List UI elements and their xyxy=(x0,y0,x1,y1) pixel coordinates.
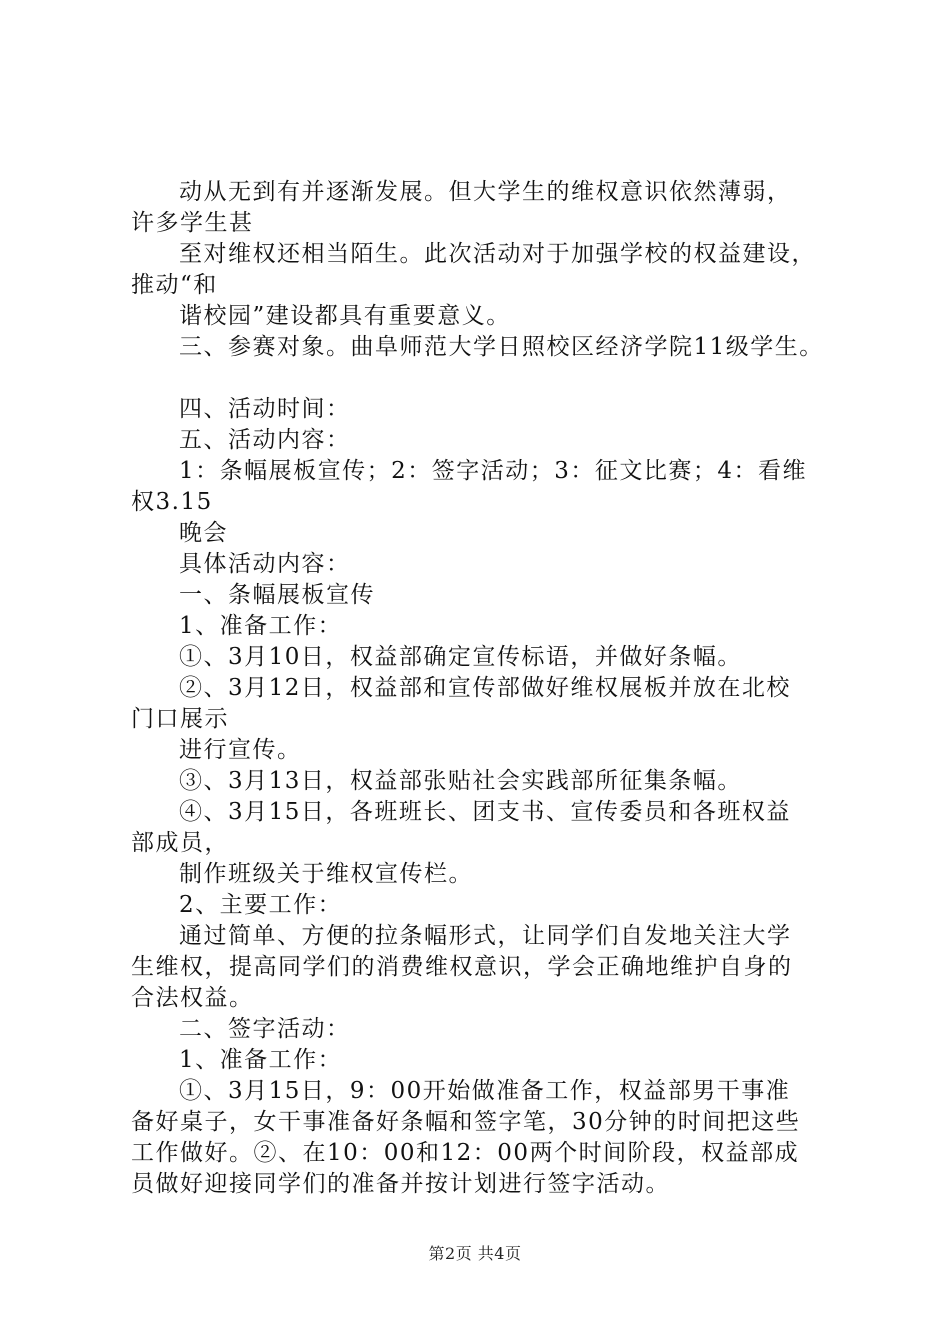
list-item: ①、3月15日，9：00开始做准备工作，权益部男干事准 xyxy=(179,1078,791,1104)
paragraph-line: 权3.15 xyxy=(131,489,213,515)
section-heading: 四、活动时间： xyxy=(179,396,351,422)
list-item: ①、3月10日，权益部确定宣传标语，并做好条幅。 xyxy=(179,644,742,670)
paragraph-line: 通过简单、方便的拉条幅形式，让同学们自发地关注大学 xyxy=(179,923,792,949)
paragraph-line: 进行宣传。 xyxy=(179,737,302,763)
paragraph-line: 至对维权还相当陌生。此次活动对于加强学校的权益建设， xyxy=(179,241,816,267)
paragraph-line: 备好桌子，女干事准备好条幅和签字笔，30分钟的时间把这些 xyxy=(131,1109,801,1135)
list-item: ③、3月13日，权益部张贴社会实践部所征集条幅。 xyxy=(179,768,742,794)
paragraph-line: 工作做好。②、在10：00和12：00两个时间阶段，权益部成 xyxy=(131,1140,800,1166)
paragraph-line: 部成员， xyxy=(131,830,229,856)
paragraph-line: 许多学生甚 xyxy=(131,210,254,236)
section-heading: 五、活动内容： xyxy=(179,427,351,453)
paragraph-line: 谐校园”建设都具有重要意义。 xyxy=(179,303,511,329)
paragraph-line: 推动“和 xyxy=(131,272,218,298)
subheading: 具体活动内容： xyxy=(179,551,351,577)
list-item: ④、3月15日，各班班长、团支书、宣传委员和各班权益 xyxy=(179,799,791,825)
paragraph-line: 制作班级关于维权宣传栏。 xyxy=(179,861,473,887)
paragraph-line: 生维权，提高同学们的消费维权意识，学会正确地维护自身的 xyxy=(131,954,793,980)
paragraph-line: 合法权益。 xyxy=(131,985,254,1011)
paragraph-line: 1：条幅展板宣传；2：签字活动；3：征文比赛；4：看维 xyxy=(179,458,808,484)
subheading: 2、主要工作： xyxy=(179,892,343,918)
section-heading: 一、条幅展板宣传 xyxy=(179,582,375,608)
list-item: ②、3月12日，权益部和宣传部做好维权展板并放在北校 xyxy=(179,675,791,701)
section-heading: 二、签字活动： xyxy=(179,1016,351,1042)
paragraph-line: 动从无到有并逐渐发展。但大学生的维权意识依然薄弱， xyxy=(179,179,792,205)
paragraph-line: 门口展示 xyxy=(131,706,229,732)
subheading: 1、准备工作： xyxy=(179,613,343,639)
subheading: 1、准备工作： xyxy=(179,1047,343,1073)
paragraph-line: 晚会 xyxy=(179,520,228,546)
paragraph-line: 员做好迎接同学们的准备并按计划进行签字活动。 xyxy=(131,1171,670,1197)
section-heading: 三、参赛对象。曲阜师范大学日照校区经济学院11级学生。 xyxy=(179,334,824,360)
page-number-footer: 第2页 共4页 xyxy=(428,1244,522,1263)
